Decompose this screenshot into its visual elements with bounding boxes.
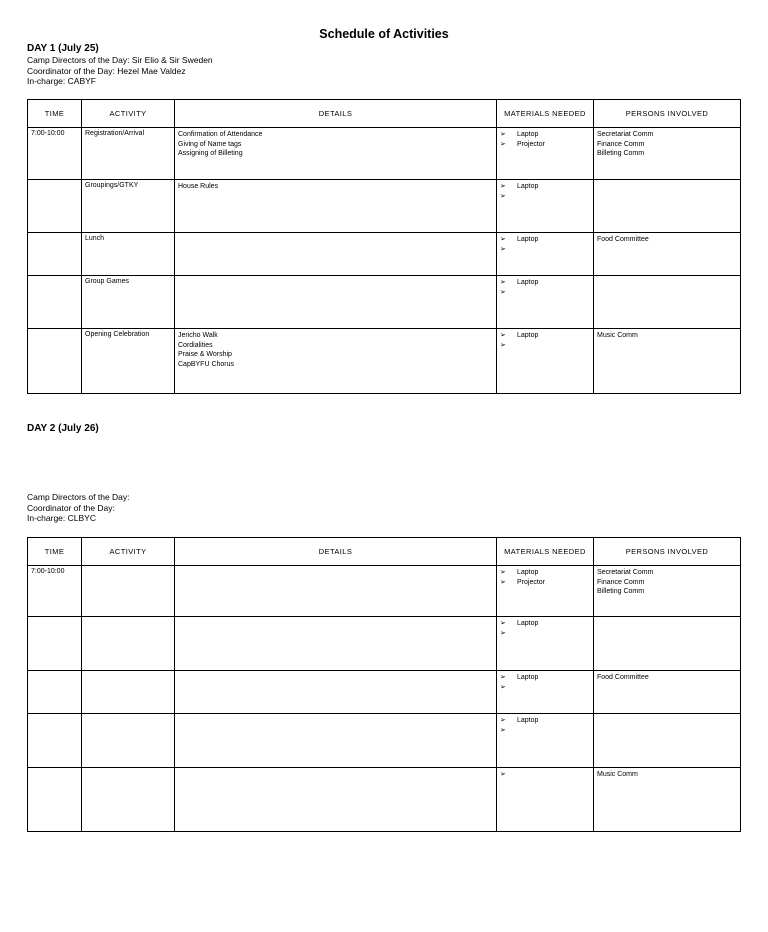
activity-cell <box>82 714 175 768</box>
detail-line: Praise & Worship <box>178 351 232 358</box>
col-header-materials: MATERIALS NEEDED <box>497 100 594 128</box>
col-header-persons: PERSONS INVOLVED <box>594 100 741 128</box>
detail-line: CapBYFU Chorus <box>178 360 235 368</box>
materials-cell <box>497 617 594 671</box>
person-line: Food Committee <box>597 236 649 243</box>
material-label: Laptop <box>517 332 539 339</box>
material-label: Laptop <box>517 620 539 627</box>
materials-cell <box>497 671 594 714</box>
materials-cell <box>497 233 594 276</box>
material-item <box>500 288 590 298</box>
details-cell <box>175 617 497 671</box>
table-row <box>28 276 741 329</box>
material-item <box>500 578 590 588</box>
material-item <box>500 235 590 245</box>
material-item <box>500 683 590 693</box>
material-item <box>500 140 590 150</box>
material-label: Laptop <box>517 569 539 576</box>
materials-cell <box>497 276 594 329</box>
materials-cell <box>497 128 594 180</box>
persons-cell <box>594 566 741 617</box>
activity-cell: Lunch <box>82 233 175 276</box>
time-cell <box>28 180 82 233</box>
materials-cell <box>497 566 594 617</box>
bullet-arrow-icon: ➢ <box>500 674 506 681</box>
table-row <box>28 128 741 180</box>
persons-cell <box>594 617 741 671</box>
time-cell <box>28 768 82 832</box>
time-cell <box>28 233 82 276</box>
material-item <box>500 629 590 639</box>
materials-cell <box>497 329 594 394</box>
activity-cell: Group Games <box>82 276 175 329</box>
day1-camp-directors: Camp Directors of the Day: Sir Elio & Sir Sweden <box>27 55 213 65</box>
person-line: Secretariat Comm <box>597 569 654 576</box>
material-item <box>500 278 590 288</box>
materials-cell <box>497 714 594 768</box>
bullet-arrow-icon: ➢ <box>500 726 506 734</box>
col-header-activity: ACTIVITY <box>82 538 175 566</box>
time-cell <box>28 329 82 394</box>
table-row <box>28 714 741 768</box>
detail-line: Giving of Name tags <box>178 140 242 148</box>
day2-in-charge: In-charge: CLBYC <box>27 513 96 523</box>
details-cell <box>175 233 497 276</box>
persons-cell <box>594 671 741 714</box>
persons-cell <box>594 233 741 276</box>
table-row <box>28 768 741 832</box>
day2-camp-directors: Camp Directors of the Day: <box>27 492 130 502</box>
day2-schedule-table <box>27 537 741 832</box>
material-label: Laptop <box>517 183 539 190</box>
table-row <box>28 671 741 714</box>
bullet-arrow-icon: ➢ <box>500 288 506 296</box>
details-cell <box>175 276 497 329</box>
bullet-arrow-icon: ➢ <box>500 183 506 190</box>
day2-meta <box>27 492 130 524</box>
bullet-arrow-icon: ➢ <box>500 683 506 691</box>
person-line: Billeting Comm <box>597 588 645 595</box>
detail-line: House Rules <box>178 183 219 190</box>
materials-cell <box>497 768 594 832</box>
person-line: Finance Comm <box>597 578 645 586</box>
material-item <box>500 568 590 578</box>
persons-cell <box>594 180 741 233</box>
activity-cell <box>82 768 175 832</box>
activity-cell <box>82 566 175 617</box>
persons-cell <box>594 128 741 180</box>
bullet-arrow-icon: ➢ <box>500 332 506 339</box>
time-cell <box>28 714 82 768</box>
material-item <box>500 130 590 140</box>
materials-cell <box>497 180 594 233</box>
person-line: Finance Comm <box>597 140 645 148</box>
time-cell <box>28 617 82 671</box>
person-line: Music Comm <box>597 771 638 778</box>
activity-cell <box>82 617 175 671</box>
bullet-arrow-icon: ➢ <box>500 245 506 253</box>
day1-schedule-table <box>27 99 741 394</box>
bullet-arrow-icon: ➢ <box>500 192 506 200</box>
material-label: Laptop <box>517 131 539 138</box>
bullet-arrow-icon: ➢ <box>500 620 506 627</box>
col-header-details: DETAILS <box>175 100 497 128</box>
detail-line: Confirmation of Attendance <box>178 131 263 138</box>
time-cell <box>28 671 82 714</box>
persons-cell <box>594 276 741 329</box>
bullet-arrow-icon: ➢ <box>500 569 506 576</box>
day2-heading: DAY 2 (July 26) <box>27 423 99 434</box>
material-label: Laptop <box>517 236 539 243</box>
document-title: Schedule of Activities <box>319 27 449 41</box>
table-row <box>28 180 741 233</box>
bullet-arrow-icon: ➢ <box>500 341 506 349</box>
material-item <box>500 245 590 255</box>
detail-line: Cordialities <box>178 341 213 349</box>
activity-cell: Registration/Arrival <box>82 128 175 180</box>
col-header-activity: ACTIVITY <box>82 100 175 128</box>
table-row <box>28 329 741 394</box>
persons-cell <box>594 329 741 394</box>
details-cell <box>175 768 497 832</box>
details-cell <box>175 671 497 714</box>
bullet-arrow-icon: ➢ <box>500 578 506 586</box>
material-label: Projector <box>517 140 546 148</box>
person-line: Food Committee <box>597 674 649 681</box>
material-label: Laptop <box>517 674 539 681</box>
day1-meta <box>27 55 213 87</box>
material-item <box>500 619 590 629</box>
material-label: Laptop <box>517 279 539 286</box>
material-item <box>500 716 590 726</box>
col-header-materials: MATERIALS NEEDED <box>497 538 594 566</box>
detail-line: Jericho Walk <box>178 332 218 339</box>
details-cell <box>175 714 497 768</box>
activity-cell <box>82 671 175 714</box>
time-cell <box>28 276 82 329</box>
table-row <box>28 566 741 617</box>
details-cell <box>175 566 497 617</box>
bullet-arrow-icon: ➢ <box>500 771 506 778</box>
time-cell: 7:00-10:00 <box>28 566 82 617</box>
bullet-arrow-icon: ➢ <box>500 717 506 724</box>
day1-heading: DAY 1 (July 25) <box>27 43 99 54</box>
bullet-arrow-icon: ➢ <box>500 131 506 138</box>
person-line: Music Comm <box>597 332 638 339</box>
day1-coordinator: Coordinator of the Day: Hezel Mae Valdez <box>27 65 186 76</box>
bullet-arrow-icon: ➢ <box>500 140 506 148</box>
day1-in-charge: In-charge: CABYF <box>27 76 96 86</box>
table-row <box>28 617 741 671</box>
bullet-arrow-icon: ➢ <box>500 629 506 637</box>
material-label: Projector <box>517 578 546 586</box>
material-label: Laptop <box>517 717 539 724</box>
material-item <box>500 726 590 736</box>
col-header-time: TIME <box>28 100 82 128</box>
detail-line: Assigning of Billeting <box>178 150 243 157</box>
activity-cell: Opening Celebration <box>82 329 175 394</box>
material-item <box>500 331 590 341</box>
bullet-arrow-icon: ➢ <box>500 236 506 243</box>
bullet-arrow-icon: ➢ <box>500 279 506 286</box>
details-cell <box>175 329 497 394</box>
material-item <box>500 182 590 192</box>
details-cell <box>175 180 497 233</box>
table-header-row <box>28 538 741 566</box>
day2-coordinator: Coordinator of the Day: <box>27 502 115 513</box>
table-row <box>28 233 741 276</box>
col-header-persons: PERSONS INVOLVED <box>594 538 741 566</box>
material-item <box>500 673 590 683</box>
table-header-row <box>28 100 741 128</box>
activity-cell: Groupings/GTKY <box>82 180 175 233</box>
person-line: Secretariat Comm <box>597 131 654 138</box>
persons-cell <box>594 714 741 768</box>
material-item <box>500 770 590 780</box>
details-cell <box>175 128 497 180</box>
col-header-time: TIME <box>28 538 82 566</box>
material-item <box>500 192 590 202</box>
time-cell: 7:00-10:00 <box>28 128 82 180</box>
persons-cell <box>594 768 741 832</box>
col-header-details: DETAILS <box>175 538 497 566</box>
material-item <box>500 341 590 351</box>
person-line: Billeting Comm <box>597 150 645 157</box>
